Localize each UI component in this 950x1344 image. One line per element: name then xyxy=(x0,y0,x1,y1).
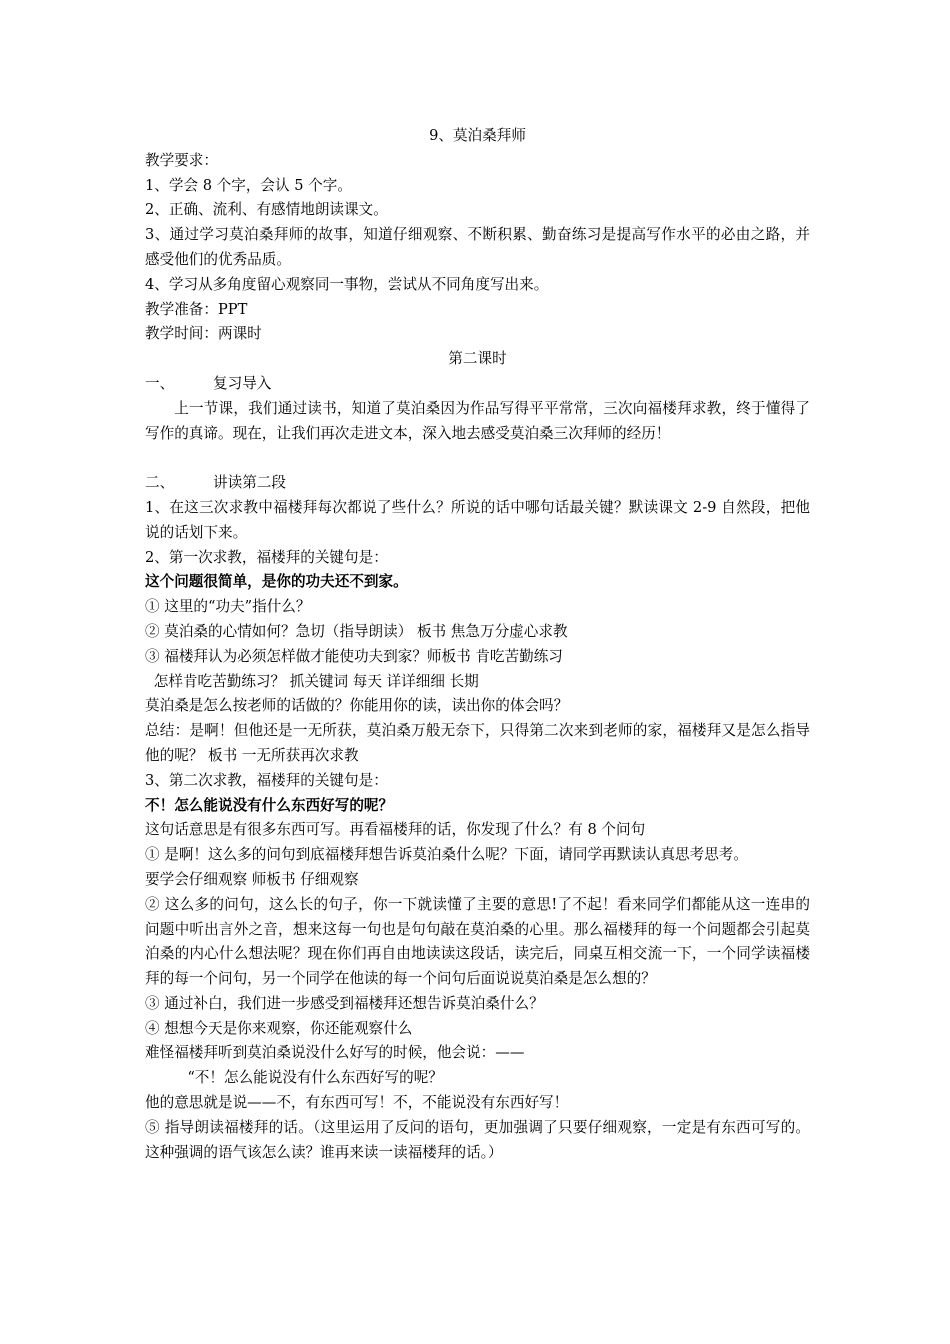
requirement-item: 3、通过学习莫泊桑拜师的故事，知道仔细观察、不断积累、勤奋练习是提高写作水平的必由之路，并感受他们的优秀品质。 xyxy=(145,226,810,268)
section-number: 二、 xyxy=(145,474,175,492)
paragraph: 难怪福楼拜听到莫泊桑说没什么好写的时候，他会说：—— xyxy=(145,1044,525,1062)
numbered-item: ② 莫泊桑的心情如何？急切（指导朗读） 板书 焦急万分虚心求教 xyxy=(145,622,568,640)
numbered-item: ② 这么多的问句，这么长的句子，你一下就读懂了主要的意思!了不起！看来同学们都能从这一连串的问题中听出言外之音，想来这每一句也是句句敲在莫泊桑的心里。那么福楼拜的每一个问题都会引起莫泊桑的内心什么想法呢？现在你们再自由地读读这段话，读完后，同桌互相交流一下，一个同学读福楼拜的每一个问句，另一个同学在他读的每一个问句后面说说莫泊桑是怎么想的？ xyxy=(145,895,810,988)
paragraph: 上一节课，我们通过读书，知道了莫泊桑因为作品写得平平常常，三次向福楼拜求教，终于懂得了写作的真谛。现在，让我们再次走进文本，深入地去感受莫泊桑三次拜师的经历！ xyxy=(145,399,810,442)
document-page xyxy=(145,124,810,1165)
paragraph: 怎样肯吃苦勤练习？ 抓关键词 每天 详详细细 长期 xyxy=(153,672,479,690)
paragraph: 要学会仔细观察 师板书 仔细观察 xyxy=(145,870,359,888)
paragraph: 1、在这三次求教中福楼拜每次都说了些什么？所说的话中哪句话最关键？默读课文 2-9 自然段，把他说的话划下来。 xyxy=(145,498,810,541)
requirement-item: 4、学习从多角度留心观察同一事物，尝试从不同角度写出来。 xyxy=(145,275,549,293)
paragraph: 2、第一次求教，福楼拜的关键句是： xyxy=(145,548,388,566)
section-title: 复习导入 xyxy=(213,374,272,392)
paragraph: 总结：是啊！但他还是一无所获，莫泊桑万般无奈下，只得第二次来到老师的家，福楼拜又是怎么指导他的呢？ 板书 一无所获再次求教 xyxy=(145,722,810,764)
section-heading xyxy=(145,471,810,496)
teaching-prep: 教学准备：PPT xyxy=(145,300,248,318)
numbered-item: ① 这里的“功夫”指什么？ xyxy=(145,598,311,616)
numbered-item: ③ 福楼拜认为必须怎样做才能使功夫到家？师板书 肯吃苦勤练习 xyxy=(145,647,563,665)
numbered-item: ④ 想想今天是你来观察，你还能观察什么 xyxy=(145,1019,413,1037)
section-number: 一、 xyxy=(145,374,175,392)
quote-line: “不！怎么能说没有什么东西好写的呢？ xyxy=(187,1069,443,1087)
paragraph: 这句话意思是有很多东西可写。再看福楼拜的话，你发现了什么？有 8 个问句 xyxy=(145,821,646,839)
blank-line xyxy=(145,446,810,471)
paragraph: 3、第二次求教，福楼拜的关键句是： xyxy=(145,771,388,789)
numbered-item: ① 是啊！这么多的问句到底福楼拜想告诉莫泊桑什么呢？下面，请同学再默读认真思考思考。 xyxy=(145,846,748,864)
lesson-title: 第二课时 xyxy=(448,350,507,368)
key-sentence: 不！怎么能说没有什么东西好写的呢？ xyxy=(145,796,394,814)
section-heading xyxy=(145,372,810,397)
paragraph: 莫泊桑是怎么按老师的话做的？你能用你的读，读出你的体会吗？ xyxy=(145,697,569,715)
requirement-item: 1、学会 8 个字，会认 5 个字。 xyxy=(145,176,352,194)
teaching-time: 教学时间：两课时 xyxy=(145,325,262,343)
numbered-item: ③ 通过补白，我们进一步感受到福楼拜还想告诉莫泊桑什么？ xyxy=(145,994,544,1012)
key-sentence: 这个问题很简单，是你的功夫还不到家。 xyxy=(145,573,408,591)
document-title: 9、莫泊桑拜师 xyxy=(429,127,526,144)
section-title: 讲读第二段 xyxy=(213,474,286,492)
requirements-heading: 教学要求： xyxy=(145,151,218,169)
numbered-item: ⑤ 指导朗读福楼拜的话。（这里运用了反问的语句，更加强调了只要仔细观察，一定是有东西可写的。这种强调的语气该怎么读？谁再来读一读福楼拜的话。） xyxy=(145,1118,810,1161)
paragraph: 他的意思就是说——不，有东西可写！不，不能说没有东西好写！ xyxy=(145,1094,569,1112)
requirement-item: 2、正确、流利、有感情地朗读课文。 xyxy=(145,201,388,219)
